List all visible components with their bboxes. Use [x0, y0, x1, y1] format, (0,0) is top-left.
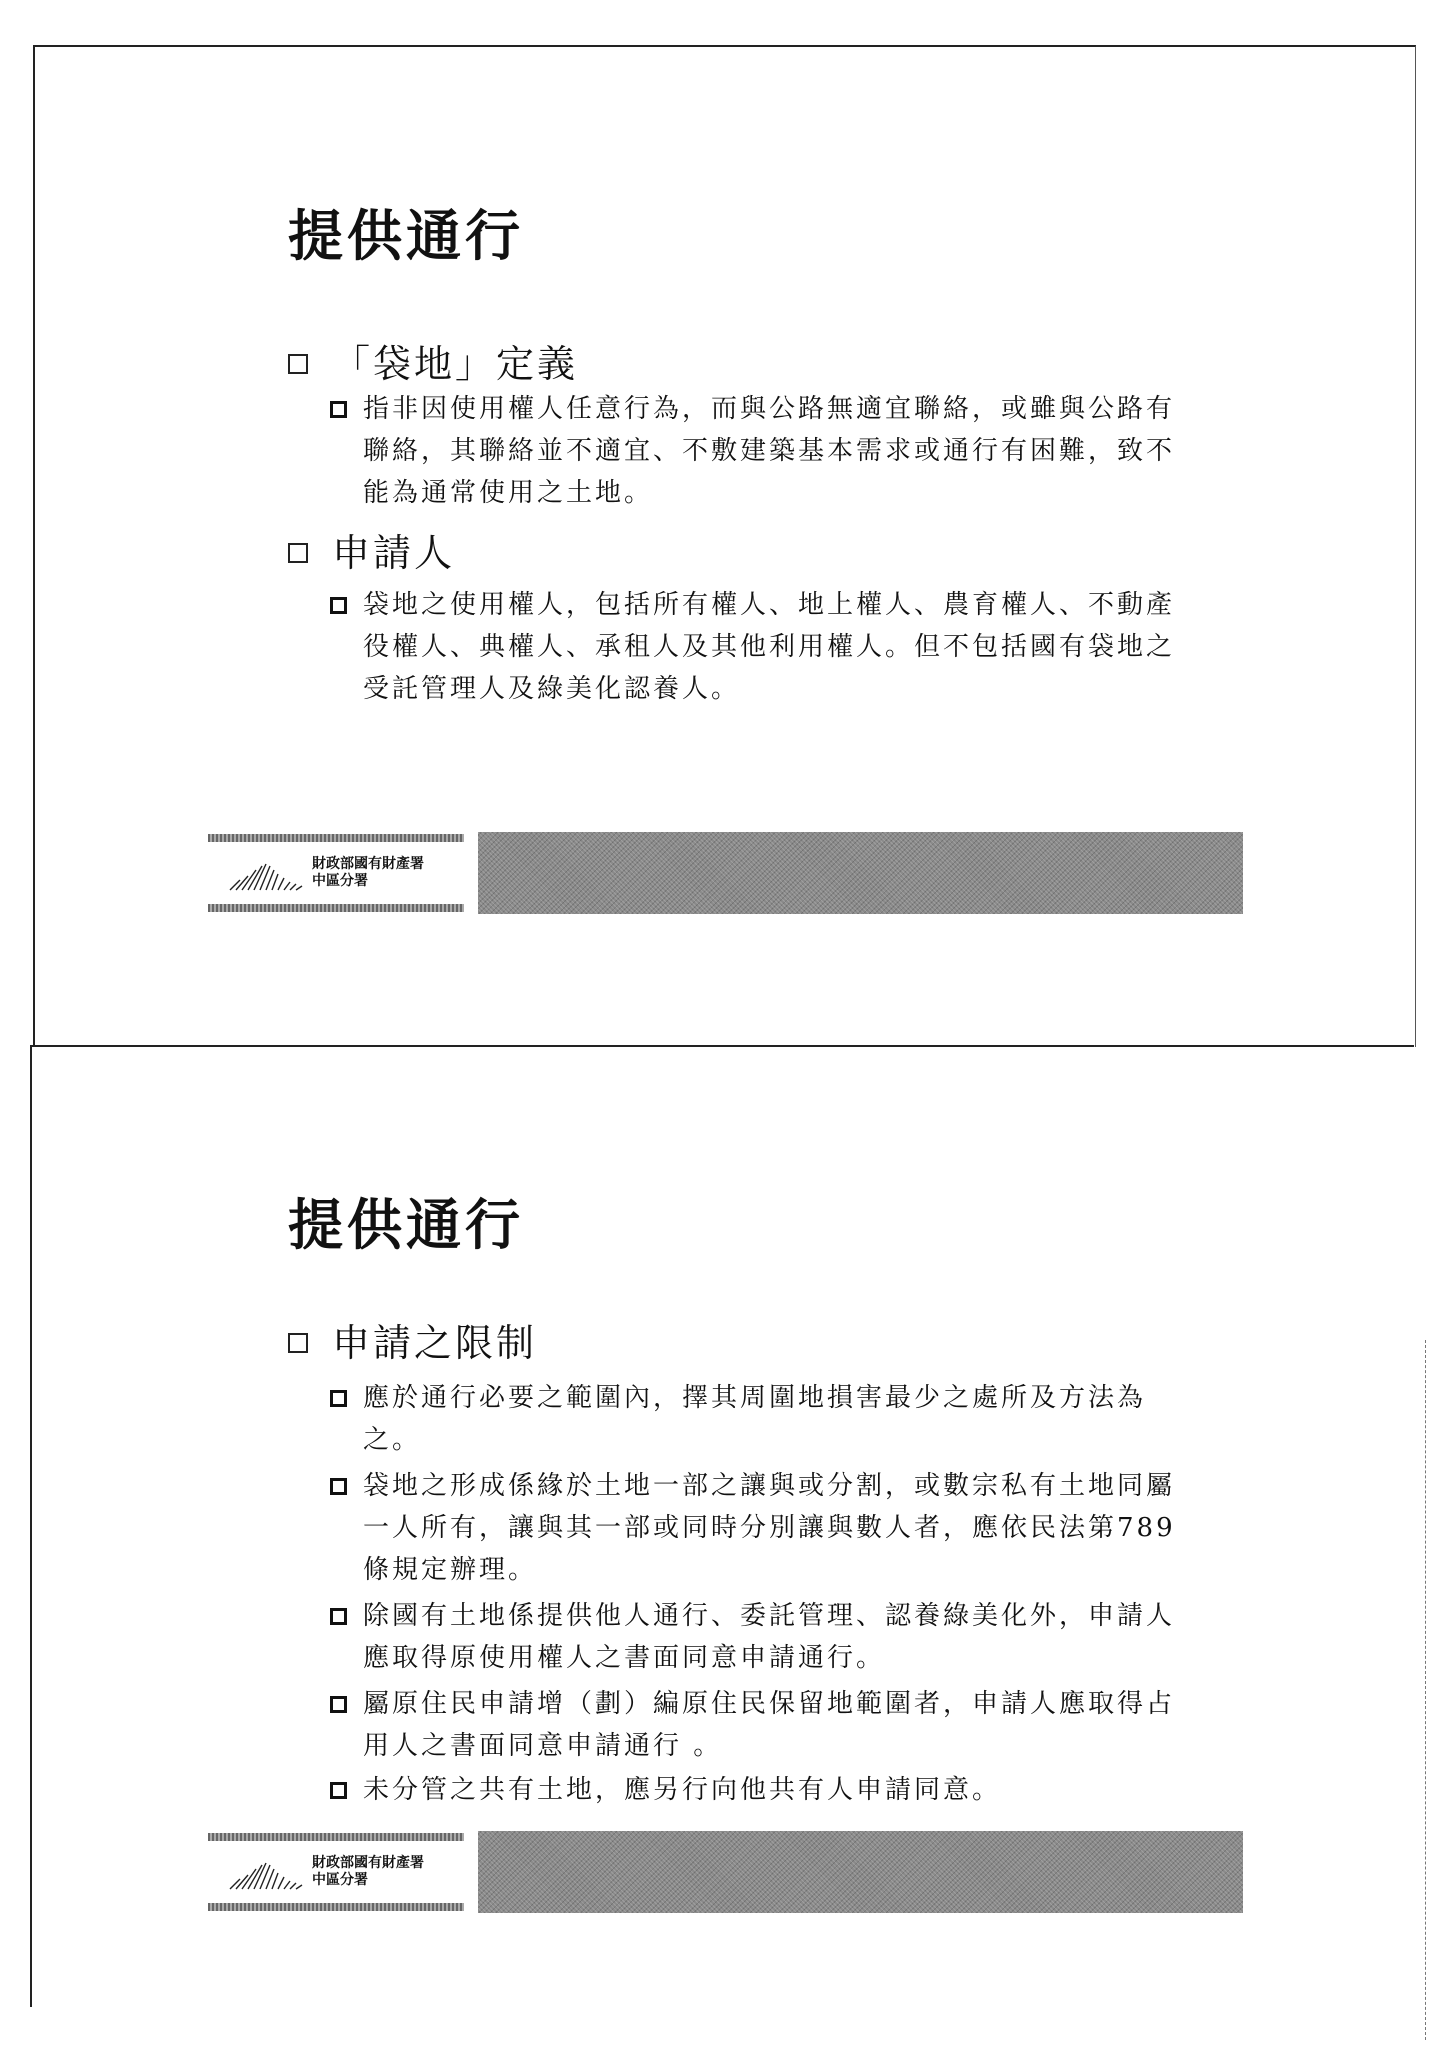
slide-title: 提供通行 [288, 203, 525, 268]
section-heading-text: 申請人 [332, 531, 456, 575]
bullet-square-icon [330, 1696, 347, 1713]
bullet-item [330, 1595, 1190, 1679]
slide-2 [0, 1047, 1447, 2047]
bullet-square-icon [288, 1333, 308, 1353]
bullet-item [330, 1769, 1190, 1811]
section-heading [288, 342, 579, 386]
agency-logo [208, 832, 464, 914]
bullet-square-icon [288, 543, 308, 563]
section-heading [288, 1321, 538, 1365]
agency-name: 財政部國有財產署 中區分署 [312, 856, 424, 889]
bullet-item [330, 388, 1190, 514]
bullet-text: 袋地之使用權人，包括所有權人、地上權人、農育權人、不動產役權人、典權人、承租人及其他利用權人。但不包括國有袋地之受託管理人及綠美化認養人。 [363, 590, 1176, 704]
bullet-square-icon [330, 597, 347, 614]
slide-footer [208, 1831, 1243, 1913]
bullet-square-icon [330, 1782, 347, 1799]
agency-name: 財政部國有財產署 中區分署 [312, 1855, 424, 1888]
bullet-square-icon [330, 401, 347, 418]
section-heading-text: 申請之限制 [332, 1321, 538, 1365]
section-heading-text: 「袋地」定義 [332, 342, 579, 386]
bullet-text: 屬原住民申請增（劃）編原住民保留地範圍者，申請人應取得占用人之書面同意申請通行 。 [363, 1689, 1176, 1761]
slide-title: 提供通行 [288, 1192, 525, 1257]
slide-footer [208, 832, 1243, 914]
bullet-text: 未分管之共有土地，應另行向他共有人申請同意。 [363, 1775, 1002, 1805]
mountain-logo-icon [226, 1853, 306, 1893]
bullet-square-icon [288, 354, 308, 374]
bullet-text: 指非因使用權人任意行為，而與公路無適宜聯絡，或雖與公路有聯絡，其聯絡並不適宜、不敷建築基本需求或通行有困難，致不能為通常使用之土地。 [363, 394, 1176, 508]
section-heading [288, 531, 456, 575]
bullet-square-icon [330, 1608, 347, 1625]
agency-logo [208, 1831, 464, 1913]
bullet-item [330, 1377, 1190, 1461]
bullet-text: 應於通行必要之範圍內，擇其周圍地損害最少之處所及方法為之。 [363, 1383, 1147, 1455]
mountain-logo-icon [226, 854, 306, 894]
bullet-item [330, 1683, 1190, 1767]
footer-gray-band [478, 1831, 1243, 1913]
bullet-text: 袋地之形成係緣於土地一部之讓與或分割，或數宗私有土地同屬一人所有，讓與其一部或同時分別讓與數人者，應依民法第789條規定辦理。 [363, 1471, 1176, 1585]
bullet-square-icon [330, 1478, 347, 1495]
bullet-item [330, 584, 1190, 710]
footer-gray-band [478, 832, 1243, 914]
bullet-text: 除國有土地係提供他人通行、委託管理、認養綠美化外，申請人應取得原使用權人之書面同意申請通行。 [363, 1601, 1176, 1673]
bullet-item [330, 1465, 1190, 1591]
bullet-square-icon [330, 1390, 347, 1407]
